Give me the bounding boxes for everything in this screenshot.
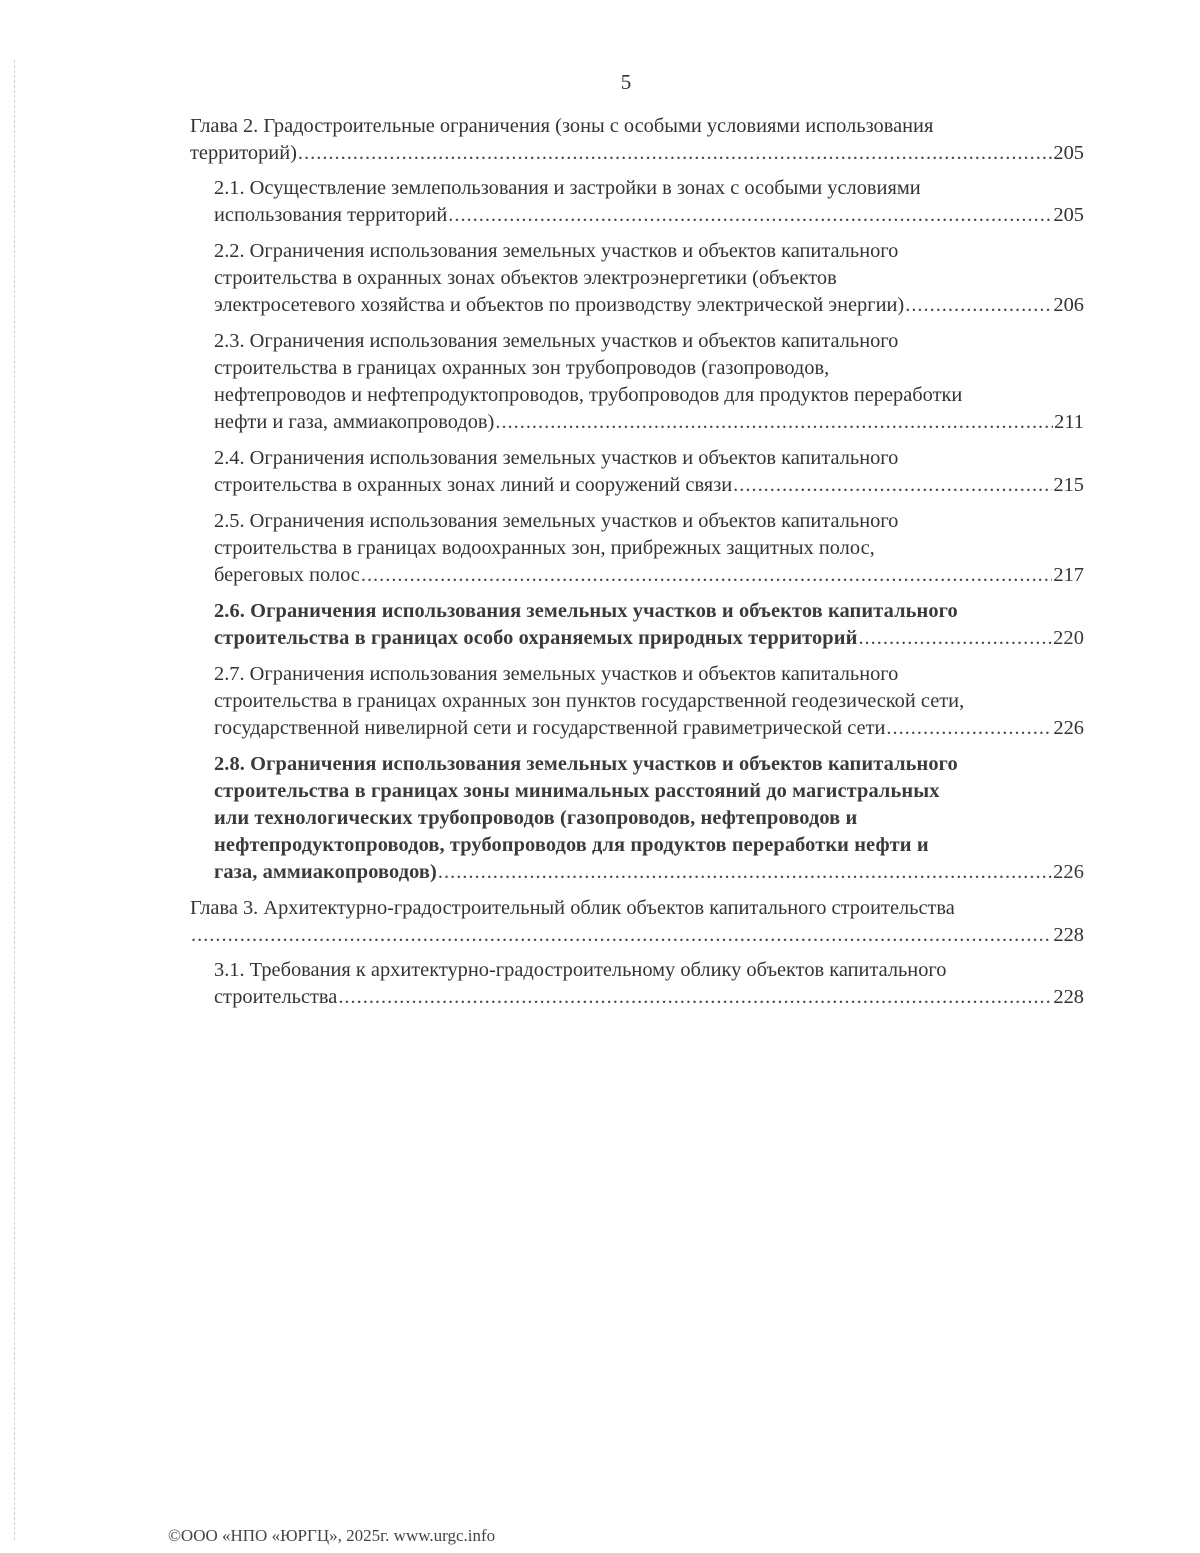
toc-entry-8[interactable] <box>214 751 1084 886</box>
toc-entry-line: строительства в границах зоны минимальных расстояний до магистральных <box>214 780 940 802</box>
dot-leader <box>495 409 1053 436</box>
toc-entry-page-number: 205 <box>1053 142 1084 164</box>
toc-entry-last-text: электросетевого хозяйства и объектов по производству электрической энергии) <box>214 294 905 316</box>
toc-entry-lines <box>214 508 1084 562</box>
toc-entry-line: 2.4. Ограничения использования земельных участков и объектов капитального <box>214 447 899 469</box>
dot-leader <box>191 922 1052 949</box>
toc-entry-line: 2.5. Ограничения использования земельных участков и объектов капитального <box>214 510 899 532</box>
toc-entry-last-line <box>214 715 1084 742</box>
toc-entry-last-text: строительства <box>214 986 338 1008</box>
toc-entry-last-line <box>214 562 1084 589</box>
page-number: 5 <box>620 70 632 94</box>
toc-entry-page-number: 228 <box>1053 986 1084 1008</box>
toc-entry-page-number: 206 <box>1053 294 1084 316</box>
toc-entry-page-number: 226 <box>1053 861 1084 883</box>
toc-entry-6[interactable] <box>214 598 1084 652</box>
toc-entry-last-line <box>214 409 1084 436</box>
toc-entry-line: Глава 3. Архитектурно-градостроительный облик объектов капитального строительства <box>190 897 955 919</box>
dot-leader <box>361 562 1053 589</box>
toc-entry-last-line <box>214 202 1084 229</box>
toc-entry-last-line <box>190 922 1084 949</box>
toc-entry-line: строительства в охранных зонах объектов электроэнергетики (объектов <box>214 267 837 289</box>
toc-entry-line: строительства в границах охранных зон трубопроводов (газопроводов, <box>214 357 830 379</box>
toc-entry-line: 2.2. Ограничения использования земельных участков и объектов капитального <box>214 240 899 262</box>
toc-entry-line: 3.1. Требования к архитектурно-градостроительному облику объектов капитального <box>214 959 947 981</box>
toc-entry-last-text: использования территорий <box>214 204 448 226</box>
toc-entry-last-text: территорий) <box>190 142 297 164</box>
toc-entry-last-text: нефти и газа, аммиакопроводов) <box>214 411 495 433</box>
toc-entry-line: Глава 2. Градостроительные ограничения (зоны с особыми условиями использования <box>190 115 934 137</box>
toc-entry-0[interactable] <box>190 113 1084 167</box>
dot-leader <box>298 140 1052 167</box>
dot-leader <box>905 292 1052 319</box>
toc-entry-lines <box>190 895 1084 922</box>
toc-entry-last-line <box>214 984 1084 1011</box>
toc-entry-line: 2.8. Ограничения использования земельных участков и объектов капитального <box>214 753 958 775</box>
toc-entry-3[interactable] <box>214 328 1084 436</box>
toc-entry-line: строительства в границах водоохранных зон, прибрежных защитных полос, <box>214 537 875 559</box>
toc-entry-line: нефтепроводов и нефтепродуктопроводов, трубопроводов для продуктов переработки <box>214 384 963 406</box>
toc-entry-line: или технологических трубопроводов (газопроводов, нефтепроводов и <box>214 807 858 829</box>
toc-entry-page-number: 228 <box>1053 924 1084 946</box>
toc-entry-last-line <box>214 292 1084 319</box>
toc-entry-4[interactable] <box>214 445 1084 499</box>
toc-entry-10[interactable] <box>214 957 1084 1011</box>
toc-entry-line: нефтепродуктопроводов, трубопроводов для продуктов переработки нефти и <box>214 834 929 856</box>
toc-entry-page-number: 205 <box>1053 204 1084 226</box>
toc-entry-line: 2.6. Ограничения использования земельных участков и объектов капитального <box>214 600 958 622</box>
toc-entry-lines <box>214 328 1084 409</box>
toc-entry-lines <box>190 113 1084 140</box>
toc-entry-lines <box>214 175 1084 202</box>
toc-entry-page-number: 220 <box>1053 627 1084 649</box>
dot-leader <box>886 715 1052 742</box>
toc-entry-last-line <box>190 140 1084 167</box>
dot-leader <box>858 625 1052 652</box>
toc-entry-last-line <box>214 472 1084 499</box>
toc-entry-page-number: 215 <box>1053 474 1084 496</box>
page-footer: ©ООО «НПО «ЮРГЦ», 2025г. www.urgc.info <box>168 1526 496 1545</box>
toc-entry-7[interactable] <box>214 661 1084 742</box>
toc-entry-last-line <box>214 859 1084 886</box>
toc-entry-last-line <box>214 625 1084 652</box>
dot-leader <box>733 472 1052 499</box>
toc-entry-lines <box>214 598 1084 625</box>
toc-entry-lines <box>214 238 1084 292</box>
toc-entry-line: 2.7. Ограничения использования земельных участков и объектов капитального <box>214 663 899 685</box>
toc-entry-last-text: береговых полос <box>214 564 360 586</box>
table-of-contents <box>190 113 1084 1020</box>
toc-entry-9[interactable] <box>190 895 1084 949</box>
toc-entry-page-number: 226 <box>1053 717 1084 739</box>
toc-entry-line: 2.3. Ограничения использования земельных участков и объектов капитального <box>214 330 899 352</box>
toc-entry-line: строительства в границах охранных зон пунктов государственной геодезической сети, <box>214 690 965 712</box>
toc-entry-line: 2.1. Осуществление землепользования и застройки в зонах с особыми условиями <box>214 177 921 199</box>
dot-leader <box>338 984 1052 1011</box>
dot-leader <box>438 859 1052 886</box>
toc-entry-lines <box>214 957 1084 984</box>
toc-entry-lines <box>214 751 1084 859</box>
toc-entry-last-text: газа, аммиакопроводов) <box>214 861 437 883</box>
toc-entry-page-number: 211 <box>1054 411 1084 433</box>
scan-edge-mark <box>14 60 16 1540</box>
dot-leader <box>448 202 1052 229</box>
toc-entry-last-text: строительства в охранных зонах линий и сооружений связи <box>214 474 733 496</box>
toc-entry-2[interactable] <box>214 238 1084 319</box>
toc-entry-5[interactable] <box>214 508 1084 589</box>
toc-entry-page-number: 217 <box>1053 564 1084 586</box>
toc-entry-last-text: строительства в границах особо охраняемых природных территорий <box>214 627 858 649</box>
toc-entry-lines <box>214 661 1084 715</box>
toc-entry-1[interactable] <box>214 175 1084 229</box>
toc-entry-last-text: государственной нивелирной сети и государственной гравиметрической сети <box>214 717 886 739</box>
toc-entry-lines <box>214 445 1084 472</box>
